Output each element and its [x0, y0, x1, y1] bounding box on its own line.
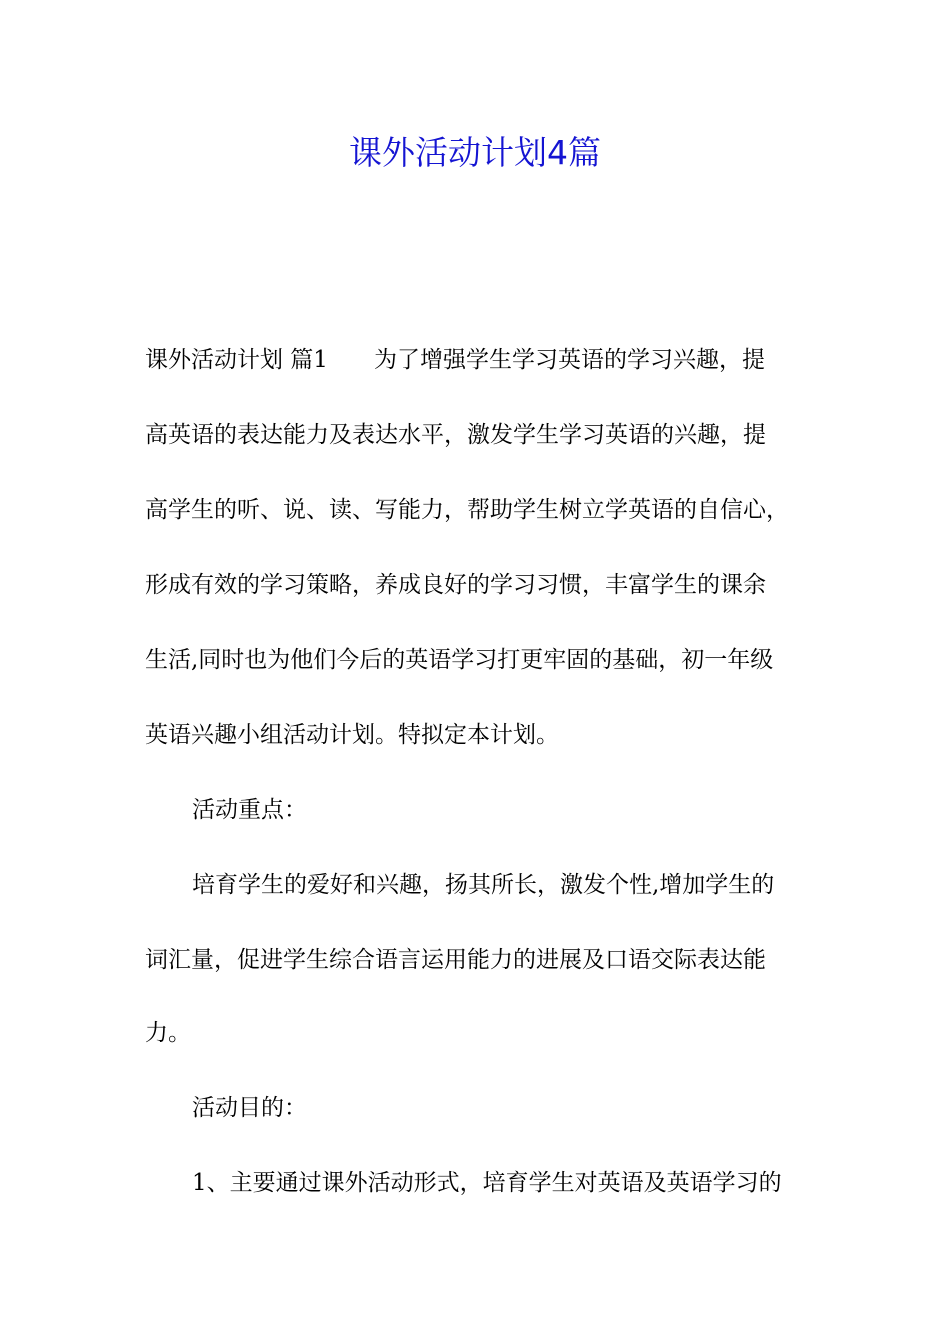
paragraph-line: 1、主要通过课外活动形式，培育学生对英语及英语学习的: [192, 1170, 782, 1196]
paragraph-line: 英语兴趣小组活动计划。特拟定本计划。: [145, 722, 559, 748]
intro-text: 为了增强学生学习英语的学习兴趣，提: [373, 347, 765, 373]
subheading-focus: 活动重点：: [192, 797, 307, 823]
paragraph-line: 高英语的表达能力及表达水平，激发学生学习英语的兴趣，提: [145, 422, 766, 448]
paragraph-line: 高学生的听、说、读、写能力，帮助学生树立学英语的自信心，: [145, 497, 789, 523]
paragraph-line: 词汇量，促进学生综合语言运用能力的进展及口语交际表达能: [145, 947, 766, 973]
paragraph-line: 形成有效的学习策略，养成良好的学习习惯，丰富学生的课余: [145, 572, 766, 598]
paragraph-line: 力。: [145, 1020, 191, 1046]
document-title: 课外活动计划4篇: [349, 133, 601, 172]
paragraph-line: 培育学生的爱好和兴趣，扬其所长，激发个性,增加学生的: [192, 872, 775, 898]
section-heading: 课外活动计划 篇1: [145, 347, 328, 373]
subheading-purpose: 活动目的：: [192, 1095, 307, 1121]
paragraph-line: 生活,同时也为他们今后的英语学习打更牢固的基础，初一年级: [145, 647, 774, 673]
paragraph-line: [145, 340, 765, 380]
